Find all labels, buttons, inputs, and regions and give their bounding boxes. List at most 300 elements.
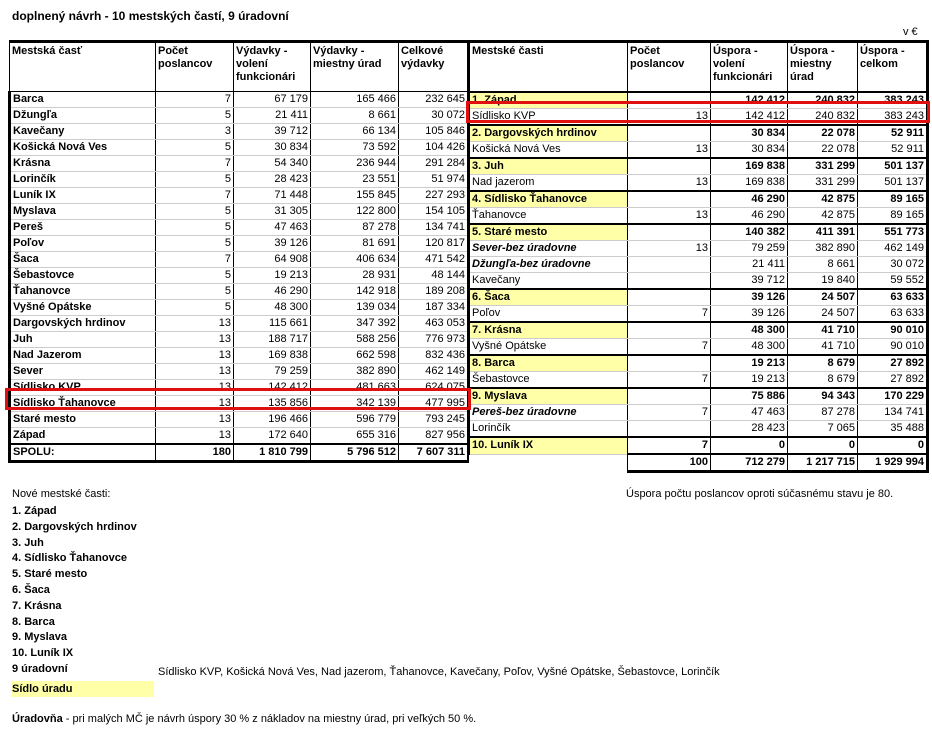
- value-cell: 5: [156, 204, 234, 220]
- value-cell: 90 010: [858, 322, 928, 339]
- value-cell: 46 290: [711, 191, 788, 208]
- value-cell: 63 633: [858, 306, 928, 323]
- currency-unit: v €: [903, 26, 918, 38]
- district-name: Sídlisko KVP: [10, 380, 156, 396]
- footer-text: - pri malých MČ je návrh úspory 30 % z nákladov na miestny úrad, pri veľkých 50 %.: [62, 713, 477, 725]
- district-name: Kavečany: [10, 124, 156, 140]
- document-title: doplnený návrh - 10 mestských častí, 9 úradovní: [12, 9, 289, 23]
- value-cell: 39 712: [234, 124, 311, 140]
- district-name: Krásna: [10, 156, 156, 172]
- value-cell: 24 507: [788, 289, 858, 306]
- value-cell: 588 256: [311, 332, 399, 348]
- district-name: 9. Myslava: [469, 388, 628, 405]
- value-cell: 35 488: [858, 421, 928, 438]
- value-cell: 240 832: [788, 92, 858, 109]
- district-name: 1. Západ: [469, 92, 628, 109]
- value-cell: 8 661: [311, 108, 399, 124]
- group-row: [469, 224, 928, 241]
- new-part-item: 9 úradovní: [12, 663, 68, 675]
- table-row: [469, 208, 928, 225]
- value-cell: 624 075: [399, 380, 469, 396]
- value-cell: 187 334: [399, 300, 469, 316]
- district-name: Nad jazerom: [469, 175, 628, 192]
- value-cell: 5: [156, 268, 234, 284]
- value-cell: 501 137: [858, 158, 928, 175]
- value-cell: 142 412: [711, 109, 788, 126]
- group-row: [469, 355, 928, 372]
- district-name: 4. Sídlisko Ťahanovce: [469, 191, 628, 208]
- table-row: [10, 268, 469, 284]
- value-cell: 411 391: [788, 224, 858, 241]
- value-cell: 13: [628, 241, 711, 257]
- district-name: Košická Nová Ves: [10, 140, 156, 156]
- header-row: [469, 42, 928, 93]
- value-cell: 7: [628, 339, 711, 356]
- total-label: SPOLU:: [10, 444, 156, 462]
- value-cell: 105 846: [399, 124, 469, 140]
- value-cell: 39 712: [711, 273, 788, 290]
- district-name: Ťahanovce: [10, 284, 156, 300]
- value-cell: [628, 388, 711, 405]
- table-row: [469, 421, 928, 438]
- header-cell: Výdavky - miestny úrad: [311, 42, 399, 92]
- value-cell: 21 411: [711, 257, 788, 273]
- value-cell: 28 423: [711, 421, 788, 438]
- value-cell: 170 229: [858, 388, 928, 405]
- seat-label: Sídlo úradu: [12, 681, 154, 697]
- value-cell: [628, 125, 711, 142]
- value-cell: 5: [156, 172, 234, 188]
- value-cell: 122 800: [311, 204, 399, 220]
- new-part-item: 9. Myslava: [12, 631, 68, 644]
- highlight-kvp-right: [466, 101, 930, 123]
- value-cell: 462 149: [858, 241, 928, 257]
- value-cell: 90 010: [858, 339, 928, 356]
- value-cell: 7: [156, 92, 234, 108]
- header-cell: Úspora - miestny úrad: [788, 42, 858, 93]
- group-row: [469, 191, 928, 208]
- value-cell: 13: [628, 175, 711, 192]
- value-cell: 140 382: [711, 224, 788, 241]
- value-cell: 3: [156, 124, 234, 140]
- value-cell: 27 892: [858, 372, 928, 389]
- group-row: [469, 388, 928, 405]
- value-cell: 7: [628, 405, 711, 421]
- table-row: [10, 188, 469, 204]
- district-name: Kavečany: [469, 273, 628, 290]
- value-cell: 41 710: [788, 322, 858, 339]
- table-row: [10, 348, 469, 364]
- value-cell: 13: [156, 428, 234, 445]
- table-row: [10, 204, 469, 220]
- value-cell: 48 300: [234, 300, 311, 316]
- value-cell: 165 466: [311, 92, 399, 108]
- value-cell: 30 834: [234, 140, 311, 156]
- table-row: [10, 92, 469, 108]
- value-cell: 79 259: [234, 364, 311, 380]
- value-cell: 13: [156, 380, 234, 396]
- value-cell: 134 741: [858, 405, 928, 421]
- district-name: Lorinčík: [469, 421, 628, 438]
- value-cell: 59 552: [858, 273, 928, 290]
- value-cell: 7: [628, 372, 711, 389]
- value-cell: 236 944: [311, 156, 399, 172]
- district-name: Nad Jazerom: [10, 348, 156, 364]
- table-row: [10, 428, 469, 445]
- header-cell: Celkové výdavky: [399, 42, 469, 92]
- district-name: Džungľa-bez úradovne: [469, 257, 628, 273]
- district-name: Západ: [10, 428, 156, 445]
- district-name: Pereš-bez úradovne: [469, 405, 628, 421]
- value-cell: 0: [788, 437, 858, 454]
- header-row: [10, 42, 469, 92]
- value-cell: 63 633: [858, 289, 928, 306]
- total-value: 712 279: [711, 454, 788, 472]
- value-cell: 172 640: [234, 428, 311, 445]
- value-cell: 142 918: [311, 284, 399, 300]
- value-cell: 827 956: [399, 428, 469, 445]
- value-cell: 662 598: [311, 348, 399, 364]
- table-row: [10, 412, 469, 428]
- value-cell: 142 412: [711, 92, 788, 109]
- value-cell: 832 436: [399, 348, 469, 364]
- value-cell: 79 259: [711, 241, 788, 257]
- value-cell: 169 838: [711, 158, 788, 175]
- value-cell: [628, 289, 711, 306]
- district-name: 5. Staré mesto: [469, 224, 628, 241]
- value-cell: 481 663: [311, 380, 399, 396]
- value-cell: 382 890: [788, 241, 858, 257]
- district-name: Barca: [10, 92, 156, 108]
- district-name: 7. Krásna: [469, 322, 628, 339]
- value-cell: 30 072: [858, 257, 928, 273]
- district-name: Juh: [10, 332, 156, 348]
- value-cell: 0: [858, 437, 928, 454]
- total-value: 100: [628, 454, 711, 472]
- table-row: [10, 316, 469, 332]
- value-cell: 463 053: [399, 316, 469, 332]
- table-row: [10, 236, 469, 252]
- value-cell: 71 448: [234, 188, 311, 204]
- table-row: [10, 332, 469, 348]
- table-row: [469, 273, 928, 290]
- header-cell: Úspora - volení funkcionári: [711, 42, 788, 93]
- value-cell: 471 542: [399, 252, 469, 268]
- table-row: [10, 108, 469, 124]
- value-cell: 22 078: [788, 142, 858, 159]
- value-cell: 5: [156, 300, 234, 316]
- value-cell: 47 463: [234, 220, 311, 236]
- table-row: [469, 142, 928, 159]
- total-value: 1 217 715: [788, 454, 858, 472]
- value-cell: 383 243: [858, 109, 928, 126]
- district-name: 10. Luník IX: [469, 437, 628, 454]
- new-part-item: 8. Barca: [12, 615, 55, 628]
- table-row: [10, 124, 469, 140]
- value-cell: [628, 322, 711, 339]
- value-cell: 42 875: [788, 191, 858, 208]
- value-cell: 19 213: [711, 372, 788, 389]
- district-name: Poľov: [10, 236, 156, 252]
- new-part-item: 5. Staré mesto: [12, 568, 88, 581]
- table-row: [10, 364, 469, 380]
- value-cell: 66 134: [311, 124, 399, 140]
- value-cell: 28 931: [311, 268, 399, 284]
- new-part-item: 4. Sídlisko Ťahanovce: [12, 552, 127, 565]
- value-cell: 7: [156, 252, 234, 268]
- value-cell: [628, 421, 711, 438]
- value-cell: 240 832: [788, 109, 858, 126]
- value-cell: [628, 273, 711, 290]
- value-cell: 41 710: [788, 339, 858, 356]
- value-cell: 142 412: [234, 380, 311, 396]
- value-cell: 5: [156, 284, 234, 300]
- value-cell: 52 911: [858, 125, 928, 142]
- total-value: 1 810 799: [234, 444, 311, 462]
- value-cell: 383 243: [858, 92, 928, 109]
- value-cell: 7 065: [788, 421, 858, 438]
- header-cell: Úspora - celkom: [858, 42, 928, 93]
- value-cell: 7: [628, 306, 711, 323]
- value-cell: 48 300: [711, 322, 788, 339]
- value-cell: 501 137: [858, 175, 928, 192]
- value-cell: 551 773: [858, 224, 928, 241]
- value-cell: 169 838: [711, 175, 788, 192]
- value-cell: 5: [156, 220, 234, 236]
- district-name: Vyšné Opátske: [10, 300, 156, 316]
- table-row: [469, 257, 928, 273]
- total-value: 7 607 311: [399, 444, 469, 462]
- group-row: [469, 125, 928, 142]
- value-cell: 793 245: [399, 412, 469, 428]
- value-cell: 28 423: [234, 172, 311, 188]
- new-parts-heading: Nové mestské časti:: [12, 488, 111, 500]
- value-cell: 21 411: [234, 108, 311, 124]
- value-cell: 19 213: [711, 355, 788, 372]
- value-cell: 135 856: [234, 396, 311, 412]
- value-cell: [628, 355, 711, 372]
- value-cell: 13: [628, 109, 711, 126]
- savings-note: Úspora počtu poslancov oproti súčasnému stavu je 80.: [626, 488, 894, 500]
- value-cell: 8 679: [788, 372, 858, 389]
- value-cell: 655 316: [311, 428, 399, 445]
- district-name: Staré mesto: [10, 412, 156, 428]
- district-name: Sever-bez úradovne: [469, 241, 628, 257]
- table-row: [469, 175, 928, 192]
- value-cell: 46 290: [234, 284, 311, 300]
- value-cell: 596 779: [311, 412, 399, 428]
- district-name: 8. Barca: [469, 355, 628, 372]
- value-cell: 232 645: [399, 92, 469, 108]
- value-cell: 42 875: [788, 208, 858, 225]
- header-cell: Počet poslancov: [156, 42, 234, 92]
- new-part-item: 10. Luník IX: [12, 647, 74, 660]
- value-cell: 331 299: [788, 175, 858, 192]
- value-cell: 13: [156, 364, 234, 380]
- table-row: [469, 339, 928, 356]
- value-cell: 331 299: [788, 158, 858, 175]
- value-cell: 22 078: [788, 125, 858, 142]
- new-part-item: 7. Krásna: [12, 599, 62, 612]
- district-name: Sídlisko Ťahanovce: [10, 396, 156, 412]
- value-cell: 477 995: [399, 396, 469, 412]
- total-row: [469, 454, 928, 472]
- district-name: Košická Nová Ves: [469, 142, 628, 159]
- value-cell: 89 165: [858, 191, 928, 208]
- district-name: Myslava: [10, 204, 156, 220]
- district-name: Šaca: [10, 252, 156, 268]
- value-cell: 47 463: [711, 405, 788, 421]
- value-cell: 73 592: [311, 140, 399, 156]
- total-value: 5 796 512: [311, 444, 399, 462]
- value-cell: 196 466: [234, 412, 311, 428]
- table-row: [10, 220, 469, 236]
- table-row: [469, 372, 928, 389]
- header-cell: Počet poslancov: [628, 42, 711, 93]
- value-cell: 134 741: [399, 220, 469, 236]
- value-cell: 8 679: [788, 355, 858, 372]
- value-cell: 13: [628, 208, 711, 225]
- value-cell: 13: [156, 412, 234, 428]
- value-cell: 5: [156, 108, 234, 124]
- value-cell: [628, 191, 711, 208]
- value-cell: 23 551: [311, 172, 399, 188]
- table-row: [469, 306, 928, 323]
- value-cell: 406 634: [311, 252, 399, 268]
- value-cell: 67 179: [234, 92, 311, 108]
- district-name: Pereš: [10, 220, 156, 236]
- value-cell: 27 892: [858, 355, 928, 372]
- value-cell: 54 340: [234, 156, 311, 172]
- value-cell: 139 034: [311, 300, 399, 316]
- new-part-item: 3. Juh: [12, 536, 44, 549]
- total-row: [10, 444, 469, 462]
- total-label: [469, 454, 628, 472]
- value-cell: 227 293: [399, 188, 469, 204]
- value-cell: 19 840: [788, 273, 858, 290]
- group-row: [469, 322, 928, 339]
- value-cell: 0: [711, 437, 788, 454]
- footer-note: [12, 713, 476, 725]
- value-cell: 48 300: [711, 339, 788, 356]
- value-cell: 94 343: [788, 388, 858, 405]
- value-cell: [628, 257, 711, 273]
- value-cell: 115 661: [234, 316, 311, 332]
- value-cell: 7: [156, 156, 234, 172]
- value-cell: 48 144: [399, 268, 469, 284]
- header-cell: Výdavky - volení funkcionári: [234, 42, 311, 92]
- value-cell: 342 139: [311, 396, 399, 412]
- new-part-item: 2. Dargovských hrdinov: [12, 520, 137, 533]
- value-cell: 51 974: [399, 172, 469, 188]
- table-row: [10, 300, 469, 316]
- value-cell: 81 691: [311, 236, 399, 252]
- value-cell: 87 278: [311, 220, 399, 236]
- value-cell: 7: [628, 437, 711, 454]
- value-cell: 155 845: [311, 188, 399, 204]
- value-cell: 7: [156, 188, 234, 204]
- district-name: 6. Šaca: [469, 289, 628, 306]
- new-part-item: 6. Šaca: [12, 584, 50, 596]
- table-row: [10, 156, 469, 172]
- value-cell: [628, 224, 711, 241]
- total-value: 180: [156, 444, 234, 462]
- value-cell: 120 817: [399, 236, 469, 252]
- value-cell: 75 886: [711, 388, 788, 405]
- table-row: [10, 284, 469, 300]
- table-row: [10, 252, 469, 268]
- table-row: [469, 241, 928, 257]
- group-row: [469, 158, 928, 175]
- value-cell: 39 126: [711, 289, 788, 306]
- value-cell: 30 072: [399, 108, 469, 124]
- district-name: Sídlisko KVP: [469, 109, 628, 126]
- value-cell: 46 290: [711, 208, 788, 225]
- value-cell: 13: [156, 348, 234, 364]
- value-cell: 30 834: [711, 125, 788, 142]
- district-name: Vyšné Opátske: [469, 339, 628, 356]
- new-part-item: 1. Západ: [12, 505, 57, 517]
- value-cell: 462 149: [399, 364, 469, 380]
- value-cell: 89 165: [858, 208, 928, 225]
- value-cell: 8 661: [788, 257, 858, 273]
- value-cell: 188 717: [234, 332, 311, 348]
- total-value: 1 929 994: [858, 454, 928, 472]
- table-row: [10, 140, 469, 156]
- district-name: Džungľa: [10, 108, 156, 124]
- table-row: [10, 172, 469, 188]
- district-name: 3. Juh: [469, 158, 628, 175]
- value-cell: 64 908: [234, 252, 311, 268]
- district-name: Šebastovce: [10, 268, 156, 284]
- footer-bold: Úradovňa: [12, 713, 63, 725]
- value-cell: 13: [156, 396, 234, 412]
- value-cell: 13: [156, 332, 234, 348]
- header-cell: Mestská časť: [10, 42, 156, 92]
- district-name: Šebastovce: [469, 372, 628, 389]
- value-cell: [628, 158, 711, 175]
- header-cell: Mestské časti: [469, 42, 628, 93]
- district-name: Lorinčík: [10, 172, 156, 188]
- value-cell: 24 507: [788, 306, 858, 323]
- value-cell: 291 284: [399, 156, 469, 172]
- district-name: Sever: [10, 364, 156, 380]
- value-cell: 39 126: [234, 236, 311, 252]
- district-name: Luník IX: [10, 188, 156, 204]
- table-row: [469, 405, 928, 421]
- value-cell: 31 305: [234, 204, 311, 220]
- district-name: Ťahanovce: [469, 208, 628, 225]
- group-row: [469, 289, 928, 306]
- value-cell: 30 834: [711, 142, 788, 159]
- value-cell: 5: [156, 140, 234, 156]
- group-row: [469, 437, 928, 454]
- value-cell: 13: [628, 142, 711, 159]
- district-name: 2. Dargovských hrdinov: [469, 125, 628, 142]
- district-name: Dargovských hrdinov: [10, 316, 156, 332]
- value-cell: 13: [156, 316, 234, 332]
- value-cell: 382 890: [311, 364, 399, 380]
- value-cell: 19 213: [234, 268, 311, 284]
- value-cell: 169 838: [234, 348, 311, 364]
- value-cell: 776 973: [399, 332, 469, 348]
- value-cell: 104 426: [399, 140, 469, 156]
- value-cell: 347 392: [311, 316, 399, 332]
- value-cell: 5: [156, 236, 234, 252]
- highlight-kvp-left: [5, 388, 471, 410]
- value-cell: 39 126: [711, 306, 788, 323]
- value-cell: 52 911: [858, 142, 928, 159]
